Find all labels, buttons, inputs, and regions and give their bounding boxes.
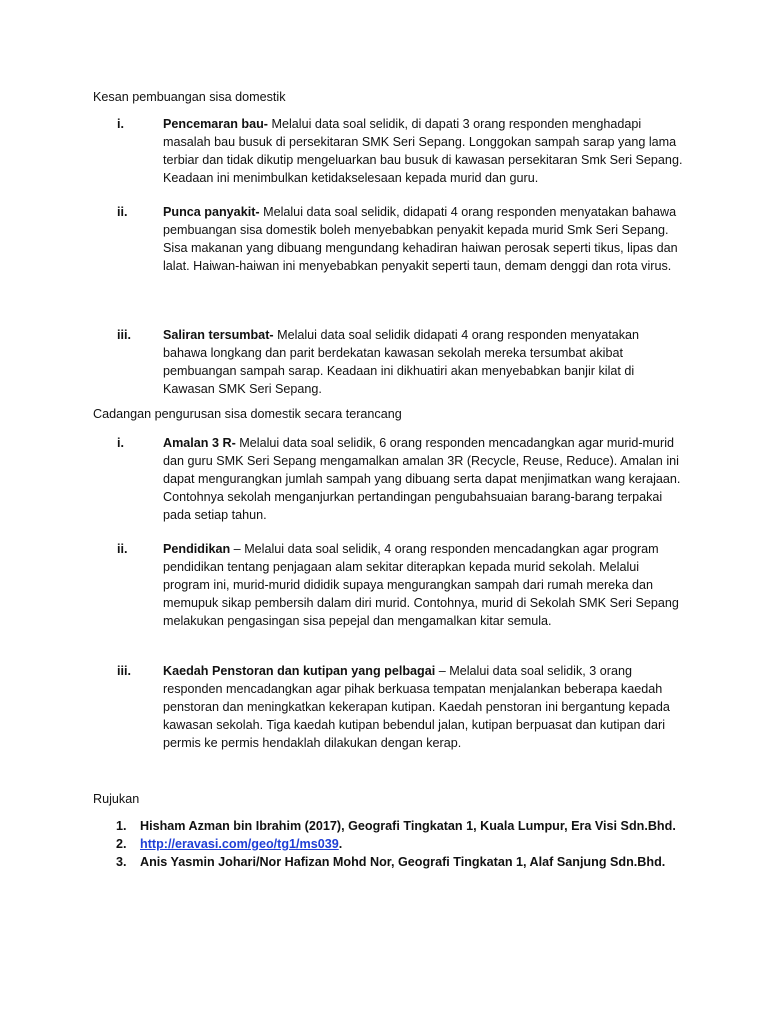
reference-suffix: .	[338, 837, 343, 851]
reference-number: 2.	[116, 837, 127, 851]
reference-text: Anis Yasmin Johari/Nor Hafizan Mohd Nor, Geografi Tingkatan 1, Alaf Sanjung Sdn.Bhd.	[140, 855, 666, 869]
reference-text: Hisham Azman bin Ibrahim (2017), Geografi Tingkatan 1, Kuala Lumpur, Era Visi Sdn.Bhd.	[140, 819, 676, 833]
item-title: Pencemaran bau-	[163, 117, 268, 131]
reference-item	[116, 835, 716, 853]
item-text	[163, 540, 683, 630]
item-number: i.	[117, 117, 124, 131]
reference-item	[116, 853, 716, 871]
reference-link[interactable]: http://eravasi.com/geo/tg1/ms039	[140, 837, 339, 851]
section-heading-kesan: Kesan pembuangan sisa domestik	[93, 90, 286, 104]
item-body: – Melalui data soal selidik, 4 orang responden mencadangkan agar program pendidikan tentang penjagaan alam sekitar diterapkan kepada murid sekolah. Melalui program ini, murid-murid dididik supaya mengurangkan sampah dari rumah mereka dan memupuk sikap pembersih dalam diri murid. Contohnya, murid di Sekolah SMK Seri Sepang melakukan pengasingan sisa pepejal dan mengamalkan kitar semula.	[163, 542, 679, 628]
item-number: ii.	[117, 205, 128, 219]
item-title: Amalan 3 R-	[163, 436, 236, 450]
item-text	[163, 326, 683, 398]
item-number: ii.	[117, 542, 128, 556]
reference-item	[116, 817, 716, 835]
item-number: iii.	[117, 328, 131, 342]
item-text	[163, 434, 683, 524]
item-text	[163, 203, 683, 275]
item-title: Saliran tersumbat-	[163, 328, 274, 342]
item-body: – Melalui data soal selidik, 3 orang responden mencadangkan agar pihak berkuasa tempatan menjalankan beberapa kaedah penstoran dan meningkatkan kekerapan kutipan. Kaedah penstoran ini bergantung kepada kawasan sekolah. Tiga kaedah kutipan bebendul jalan, kutipan berpuasat dan kutipan dari permis ke permis hendaklah dilakukan dengan kerap.	[163, 664, 670, 750]
reference-number: 1.	[116, 819, 127, 833]
item-text	[163, 662, 683, 752]
item-title: Pendidikan	[163, 542, 231, 556]
item-text	[163, 115, 683, 187]
item-body: Melalui data soal selidik didapati 4 orang responden menyatakan bahawa longkang dan parit berdekatan kawasan sekolah mereka tersumbat akibat pembuangan sampah sarap. Keadaan ini dikhuatiri akan menyebabkan banjir kilat di Kawasan SMK Seri Sepang.	[163, 328, 640, 396]
section-heading-cadangan: Cadangan pengurusan sisa domestik secara terancang	[93, 407, 402, 421]
references-heading: Rujukan	[93, 792, 140, 806]
item-title: Punca panyakit-	[163, 205, 260, 219]
item-body: Melalui data soal selidik, didapati 4 orang responden menyatakan bahawa pembuangan sisa domestik boleh menyebabkan penyakit kepada murid Smk Seri Sepang. Sisa makanan yang dibuang mengundang kehadiran haiwan perosak seperti tikus, lipas dan lalat. Haiwan-haiwan ini menyebabkan penyakit seperti taun, demam denggi dan rota virus.	[163, 205, 678, 273]
item-number: iii.	[117, 664, 131, 678]
item-title: Kaedah Penstoran dan kutipan yang pelbagai	[163, 664, 436, 678]
item-body: Melalui data soal selidik, 6 orang responden mencadangkan agar murid-murid dan guru SMK Seri Sepang mengamalkan amalan 3R (Recycle, Reuse, Reduce). Amalan ini dapat mengurangkan jumlah sampah yang dibuang serta dapat menjimatkan wang kerajaan. Contohnya sekolah menganjurkan pertandingan pengubahsuaian barang-barang terpakai pada setiap tahun.	[163, 436, 681, 522]
reference-number: 3.	[116, 855, 127, 869]
item-number: i.	[117, 436, 124, 450]
item-body: Melalui data soal selidik, di dapati 3 orang responden menghadapi masalah bau busuk di persekitaran SMK Seri Sepang. Longgokan sampah sarap yang lama terbiar dan tidak dikutip mengeluarkan bau busuk di kawasan persekitaran Smk Seri Sepang. Keadaan ini menimbulkan ketidakselesaan kepada murid dan guru.	[163, 117, 683, 185]
